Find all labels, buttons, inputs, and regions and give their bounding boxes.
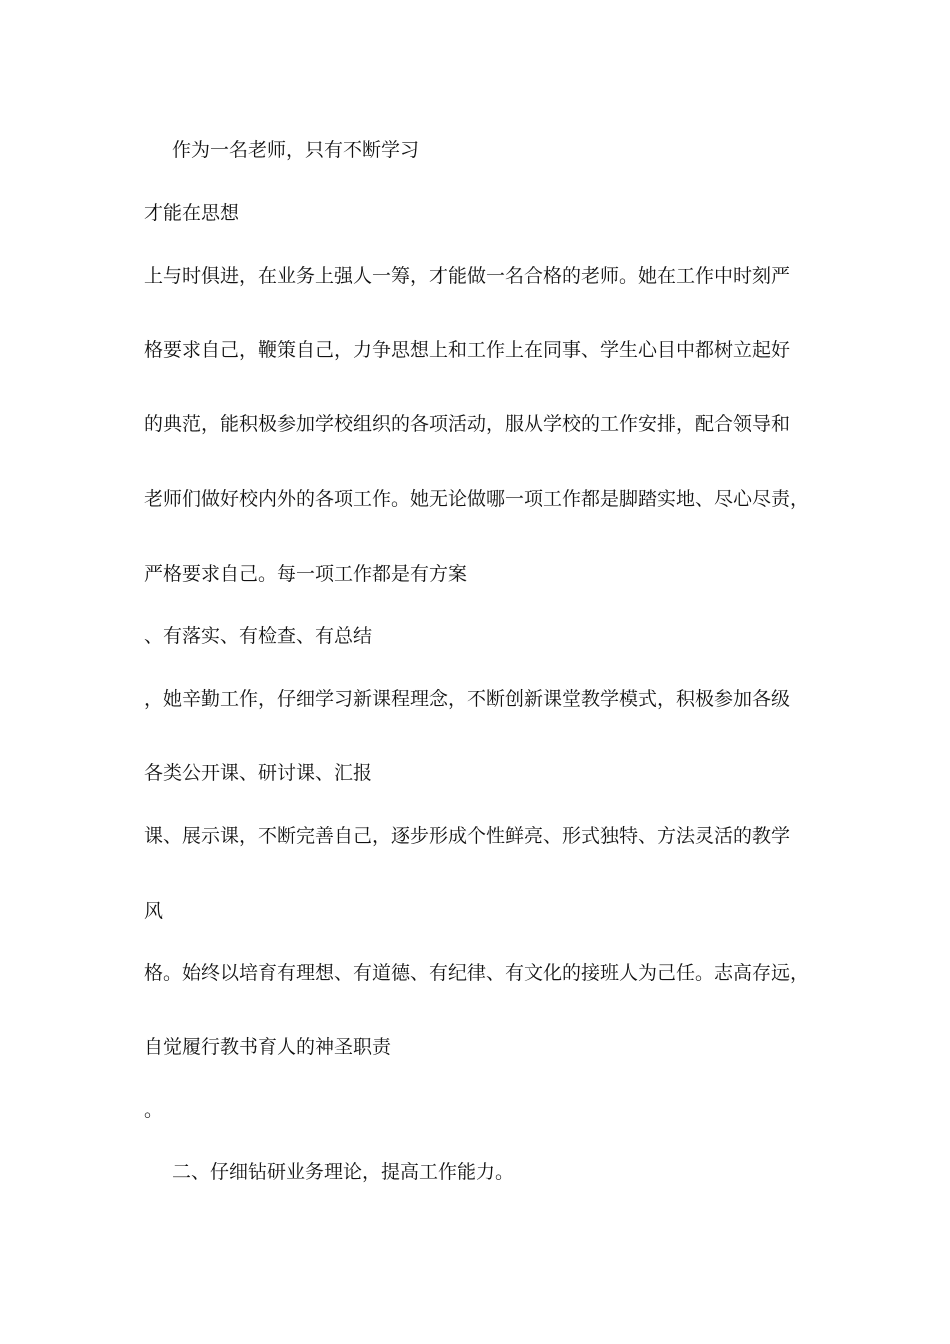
paragraph-line-14: 自觉履行教书育人的神圣职责 <box>144 1036 392 1058</box>
paragraph-line-12: 风 <box>144 900 164 922</box>
paragraph-line-11: 课、展示课，不断完善自己，逐步形成个性鲜亮、形式独特、方法灵活的教学 <box>144 825 791 847</box>
paragraph-line-13: 格。始终以培育有理想、有道德、有纪律、有文化的接班人为己任。志高存远， <box>144 962 810 984</box>
paragraph-line-9: ，她辛勤工作，仔细学习新课程理念，不断创新课堂教学模式，积极参加各级 <box>144 688 791 710</box>
paragraph-line-15: 。 <box>144 1099 164 1121</box>
paragraph-line-8: 、有落实、有检查、有总结 <box>144 625 373 647</box>
paragraph-line-10: 各类公开课、研讨课、汇报 <box>144 762 373 784</box>
paragraph-line-6: 老师们做好校内外的各项工作。她无论做哪一项工作都是脚踏实地、尽心尽责， <box>144 488 810 510</box>
paragraph-line-7: 严格要求自己。每一项工作都是有方案 <box>144 563 468 585</box>
paragraph-line-3: 上与时俱进，在业务上强人一筹，才能做一名合格的老师。她在工作中时刻严 <box>144 265 791 287</box>
paragraph-line-1: 作为一名老师，只有不断学习 <box>172 139 420 161</box>
paragraph-line-4: 格要求自己，鞭策自己，力争思想上和工作上在同事、学生心目中都树立起好 <box>144 339 791 361</box>
section-heading: 二、仔细钻研业务理论，提高工作能力。 <box>172 1161 515 1183</box>
paragraph-line-2: 才能在思想 <box>144 202 240 224</box>
paragraph-line-5: 的典范，能积极参加学校组织的各项活动，服从学校的工作安排，配合领导和 <box>144 413 791 435</box>
